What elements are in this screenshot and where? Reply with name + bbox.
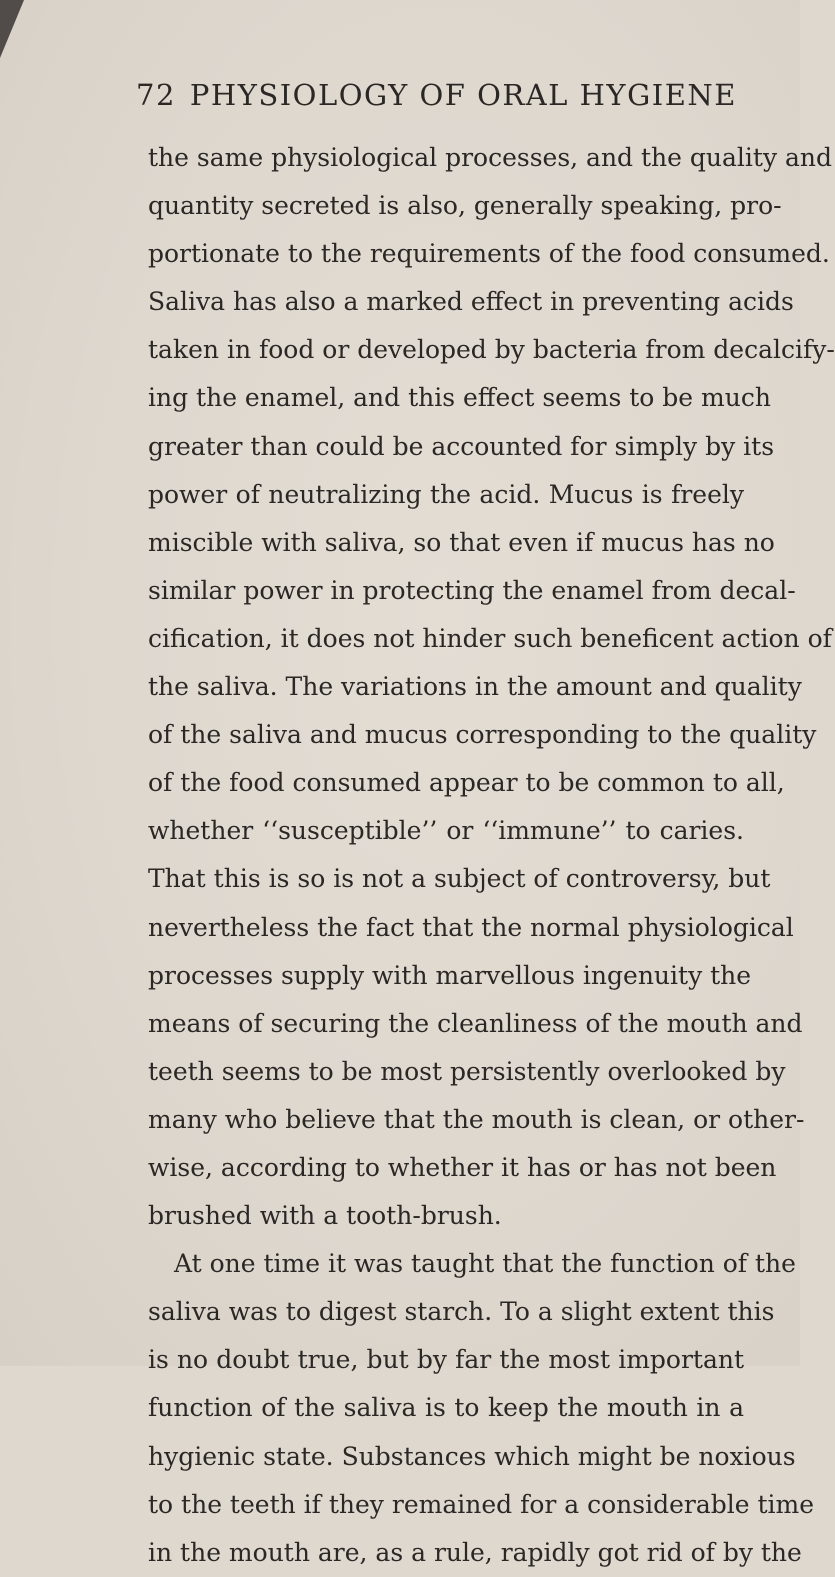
text-line: cification, it does not hinder such beneficent action of [148, 623, 832, 653]
text-line: whether ‘‘susceptible’’ or ‘‘immune’’ to caries. [148, 816, 744, 846]
text-line: portionate to the requirements of the food consumed. [148, 239, 830, 269]
text-line: processes supply with marvellous ingenuity the [148, 960, 752, 990]
text-line: of the food consumed appear to be common to all, [148, 768, 785, 798]
text-line: taken in food or developed by bacteria from decalcify- [148, 335, 835, 365]
text-line: teeth seems to be most persistently overlooked by [148, 1056, 786, 1086]
text-line: function of the saliva is to keep the mouth in a [148, 1393, 744, 1423]
text-line: the same physiological processes, and the quality and [148, 143, 833, 172]
text-line: to the teeth if they remained for a considerable time [148, 1489, 815, 1519]
text-line: similar power in protecting the enamel from decal- [148, 575, 796, 605]
text-line: greater than could be accounted for simply by its [148, 431, 775, 461]
text-line: ing the enamel, and this effect seems to be much [148, 383, 771, 413]
text-line: hygienic state. Substances which might be noxious [148, 1441, 796, 1471]
text-line: of the saliva and mucus corresponding to the quality [148, 720, 817, 750]
text-line: wise, according to whether it has or has not been [148, 1152, 777, 1182]
page-number: 72 [136, 78, 176, 112]
paragraph-1 [148, 134, 835, 1240]
text-line: many who believe that the mouth is clean, or other- [148, 1104, 805, 1134]
body-text [148, 134, 835, 1577]
text-line: the saliva. The variations in the amount and quality [148, 672, 802, 702]
text-line: That this is so is not a subject of controversy, but [148, 864, 771, 894]
running-head [136, 78, 756, 120]
text-line: At one time it was taught that the function of the [174, 1249, 796, 1279]
text-line: miscible with saliva, so that even if mucus has no [148, 527, 775, 557]
text-line: brushed with a tooth-brush. [148, 1201, 502, 1231]
paragraph-2 [148, 1240, 815, 1577]
running-title: PHYSIOLOGY OF ORAL HYGIENE [189, 78, 737, 112]
page-corner-shadow [0, 0, 24, 58]
text-line: saliva was to digest starch. To a slight extent this [148, 1297, 775, 1327]
text-line: is no doubt true, but by far the most important [148, 1345, 744, 1375]
text-line: nevertheless the fact that the normal physiological [148, 912, 794, 942]
text-line: in the mouth are, as a rule, rapidly got rid of by the [148, 1537, 802, 1567]
text-line: power of neutralizing the acid. Mucus is freely [148, 479, 744, 509]
text-line: means of securing the cleanliness of the mouth and [148, 1008, 803, 1038]
text-line: quantity secreted is also, generally speaking, pro- [148, 191, 782, 221]
text-line: Saliva has also a marked effect in preventing acids [148, 287, 794, 317]
